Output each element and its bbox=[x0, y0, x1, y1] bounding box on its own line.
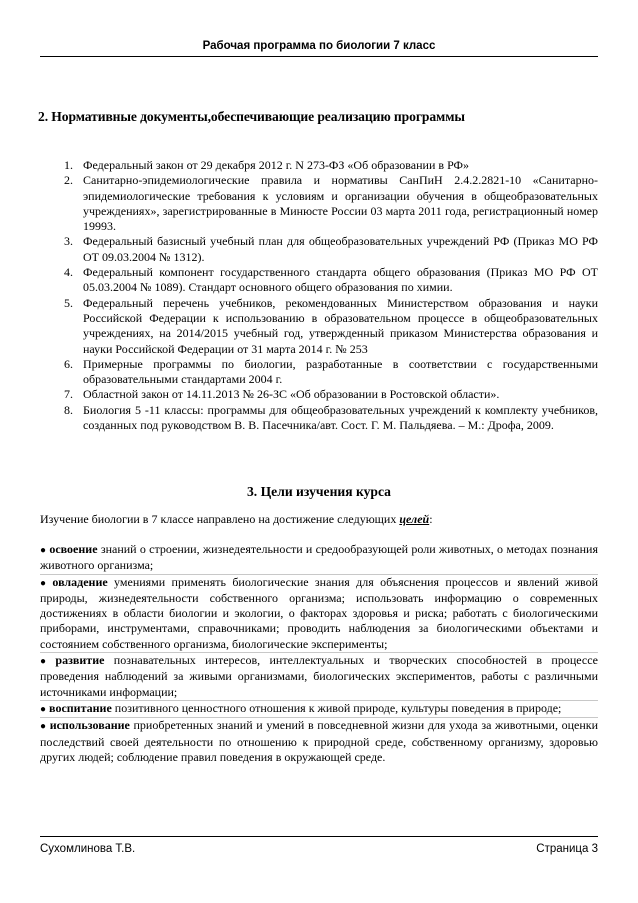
list-item bbox=[46, 234, 598, 265]
section-3-title: 3. Цели изучения курса bbox=[247, 484, 391, 499]
bullet-icon: ● bbox=[40, 577, 50, 589]
footer-rule bbox=[40, 836, 598, 837]
list-item bbox=[46, 296, 598, 357]
documents-list bbox=[46, 158, 598, 433]
list-item bbox=[46, 265, 598, 296]
list-item-text: Примерные программы по биологии, разработанные в соответствии с государственными образовательными стандартами 2004 г. bbox=[83, 356, 598, 387]
list-item bbox=[46, 357, 598, 388]
bullet-icon: ● bbox=[40, 703, 47, 715]
goal-keyword: освоение bbox=[49, 542, 98, 556]
goals-intro bbox=[40, 512, 598, 527]
goals-intro-keyword: целей bbox=[399, 512, 430, 526]
goal-keyword: овладение bbox=[52, 574, 108, 589]
bullet-icon: ● bbox=[40, 656, 53, 668]
header-rule bbox=[40, 56, 598, 57]
goal-keyword: воспитание bbox=[49, 700, 112, 715]
goal-text: познавательных интересов, интеллектуальных и творческих способностей в процессе проведения наблюдений за живыми организмами, биологических экспериментов, работы с различными источниками информации; bbox=[40, 653, 598, 699]
list-item-text: Федеральный компонент государственного стандарта общего образования (Приказ МО РФ ОТ 05.03.2004 № 1089). Стандарт основного общего образования по химии. bbox=[83, 265, 598, 295]
list-item-number: 1. bbox=[64, 158, 73, 172]
bullet-icon: ● bbox=[40, 545, 47, 556]
goal-text: умениями применять биологические знания для объяснения процессов и явлений живой природы, жизнедеятельности собственного организма; использовать информацию о современных достижениях в области биологии и экологии, о факторах здоровья и риска; работать с биологическими приборами, инструментами, справочниками; проводить наблюдения за биологическими объектами и состоянием собственного организма, биологические эксперименты; bbox=[40, 574, 598, 651]
list-item-text: Санитарно-эпидемиологические правила и нормативы СанПиН 2.4.2.2821-10 «Санитарно-эпидемиологические требования к условиям и организации обучения в общеобразовательных учреждениях», зарегистрированные в Минюсте России 03 марта 2011 года, регистрационный номер 19993. bbox=[83, 173, 598, 234]
list-item-text: Федеральный закон от 29 декабря 2012 г. N 273-ФЗ «Об образовании в РФ» bbox=[83, 158, 470, 172]
list-item-text: Областной закон от 14.11.2013 № 26-ЗС «Об образовании в Ростовской области». bbox=[83, 387, 500, 402]
list-item-number: 8. bbox=[64, 402, 73, 417]
goal-keyword: развитие bbox=[55, 653, 105, 668]
goal-text: позитивного ценностного отношения к живой природе, культуры поведения в природе; bbox=[111, 700, 562, 715]
goal-text: приобретенных знаний и умений в повседневной жизни для ухода за животными, оценки последствий своей деятельности по отношению к природной среде, собственному организму, здоровью других людей; соблюдение правил поведения в окружающей среде. bbox=[40, 718, 598, 764]
list-item-text: Федеральный базисный учебный план для общеобразовательных учреждений РФ (Приказ МО РФ ОТ 09.03.2004 № 1312). bbox=[83, 234, 598, 264]
list-item-number: 3. bbox=[64, 234, 73, 249]
list-item bbox=[46, 173, 598, 234]
list-item-number: 4. bbox=[64, 265, 73, 280]
list-item-number: 5. bbox=[64, 295, 73, 310]
goals-intro-end: : bbox=[429, 512, 433, 526]
goal-text: знаний о строении, жизнедеятельности и средообразующей роли животных, о методах познания животного организма; bbox=[40, 542, 598, 573]
list-item-text: Биология 5 -11 классы: программы для общеобразовательных учреждений к комплекту учебников, созданных под руководством В. В. Пасечника/авт. Сост. Г. М. Пальдяева. – М.: Дрофа, 2009. bbox=[83, 402, 598, 433]
list-item-text: Федеральный перечень учебников, рекомендованных Министерством образования и науки Российской Федерации к использованию в образовательном процессе в общеобразовательных учреждениях, на 2014/2015 учебный год, утвержденный приказом Министерства образования и науки Российской Федерации от 31 марта 2014 г. № 253 bbox=[83, 295, 598, 356]
list-item bbox=[46, 158, 598, 173]
footer-author: Сухомлинова Т.В. bbox=[40, 843, 136, 855]
goal-item bbox=[40, 542, 598, 574]
goals-list bbox=[40, 542, 598, 765]
goal-keyword: использование bbox=[49, 718, 130, 733]
list-item bbox=[46, 387, 598, 402]
list-item bbox=[46, 403, 598, 434]
bullet-icon: ● bbox=[40, 721, 47, 733]
goal-item bbox=[40, 700, 598, 717]
list-item-number: 7. bbox=[64, 387, 73, 402]
section-2-title: 2. Нормативные документы,обеспечивающие реализацию программы bbox=[38, 109, 465, 124]
list-item-number: 2. bbox=[64, 173, 73, 188]
goal-item bbox=[40, 717, 598, 765]
goal-item bbox=[40, 574, 598, 652]
goal-item bbox=[40, 652, 598, 700]
footer-page-number: Страница 3 bbox=[536, 843, 598, 855]
page-header: Рабочая программа по биологии 7 класс bbox=[202, 40, 436, 52]
goals-intro-text: Изучение биологии в 7 классе направлено на достижение следующих bbox=[40, 512, 397, 526]
list-item-number: 6. bbox=[64, 356, 73, 371]
